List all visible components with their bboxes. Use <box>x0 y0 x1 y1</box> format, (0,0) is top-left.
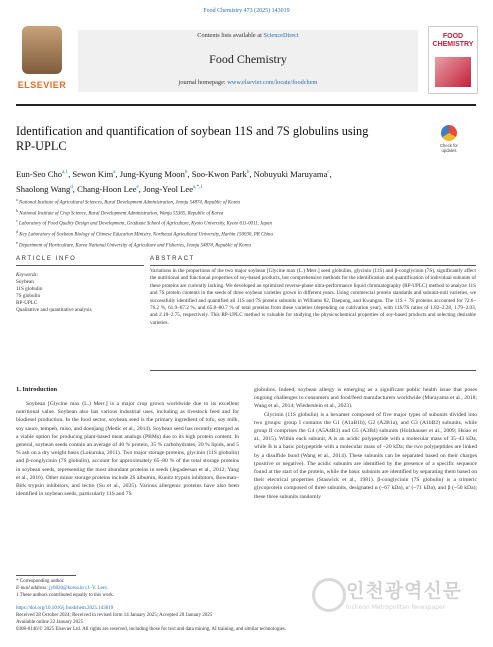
watermark-logo-icon <box>312 578 346 612</box>
keyword-item: RP-UPLC <box>16 300 38 306</box>
keywords-list <box>16 279 144 314</box>
watermark-sub-text: Incheon Metropolitan Newspaper <box>346 604 446 611</box>
watermark-main-text: 인천광역신문 <box>346 580 463 602</box>
header-divider <box>16 104 476 106</box>
author-name[interactable]: Jong-Yeol Lee <box>143 183 194 194</box>
author-name[interactable]: Shaolong Wang <box>16 183 71 194</box>
email-note <box>16 585 246 592</box>
intro-right-column <box>254 386 477 501</box>
author-name[interactable]: Soo-Kwon Park <box>191 168 247 179</box>
author-affiliation-marker[interactable]: a,1 <box>62 170 69 175</box>
copyright-line: 0308-8146/© 2025 Elsevier Ltd. All rights are reserved, including those for text and data mining, AI training, and similar technologies. <box>16 627 287 632</box>
author-name[interactable]: Sewon Kim <box>72 168 114 179</box>
affiliation-text: Department of Horticulture, Korea National University of Agriculture and Fisheries, Jeonju 54874, Republic of Korea <box>17 243 251 249</box>
cover-image <box>435 57 471 87</box>
footnotes <box>16 578 246 599</box>
author-name[interactable]: Chang-Hoon Lee <box>77 183 137 194</box>
affiliation-marker: a <box>16 197 18 202</box>
author-affiliation-marker[interactable]: d <box>70 184 73 190</box>
journal-citation[interactable]: Food Chemistry 473 (2025) 143019 <box>203 8 290 14</box>
author-affiliation-marker[interactable]: e <box>136 184 139 190</box>
online-date: Available online 22 January 2025 <box>16 620 84 625</box>
affiliation-item <box>16 217 476 228</box>
title-line-2: RP-UPLC <box>16 139 67 153</box>
doi-link[interactable]: https://doi.org/10.1016/j.foodchem.2025.143019 <box>16 606 114 611</box>
keywords-title: Keywords: <box>16 272 39 278</box>
intro-paragraph: globulins. Indeed, soybean allergy is emerging as a significant public health issue that poses ongoing challenges to consumers and food/feed manufacturers worldwide (Murayama et al., 2018; Wang et al., 2014; Wiederstein et al., 2023). <box>254 387 477 410</box>
article-title <box>16 124 396 154</box>
journal-title: Food Chemistry <box>209 52 287 66</box>
affiliation-text: National Institute of Crop Science, Rural Development Administration, Wanju 55365, Republic of Korea <box>18 211 224 217</box>
intro-paragraph: Glycinin (11S globulin) is a hexamer composed of five major types of subunits divided into two groups: group I contains the G1 (A1aB1b), G2 (A2B1a), and G3 (A1bB2) subunits, while group II comprises the G4 (A5A4B3) and G5 (A3B4) subunits (Holzhauser et al., 2009; Hsiao et al., 2015). Within each subunit, A is an acidic polypeptide with a molecular mass of 35–43 kDa, while B is a basic polypeptide with a molecular mass of ~20 kDa; the two polypeptides are linked by a disulfide bond (Wang et al., 2014). These subunits can be separated based on their charges (positive or negative). The acidic subunits are identified by the presence of a specific sequence found at the start of the protein, while the basic subunits are identified by separating them based on their electrical properties (Staswick et al., 1981). β-conglycinin (7S globulin) is a trimeric glycoprotein composed of three subunits, designated α (~67 kDa), α′ (~71 kDa), and β (~50 kDa); these three subunits randomly <box>254 411 477 500</box>
authors-line-1: Eun-Seo Cho$^{a,1}$, Sewon Kim$^a$, Jung-Kyung Moon$^b$, Soo-Kwon Park$^b$, Nobuyuki Maruyama$^c$, <box>16 168 332 179</box>
author-list <box>16 166 476 196</box>
author-name[interactable]: Nobuyuki Maruyama <box>253 168 328 179</box>
homepage-prefix: journal homepage: <box>178 79 228 86</box>
title-line-1: Identification and quantification of soybean 11S and 7S globulins using <box>16 124 369 138</box>
newspaper-watermark <box>312 572 482 628</box>
journal-info-box <box>78 30 418 92</box>
authors-line-2: Shaolong Wang$^d$, Chang-Hoon Lee$^e$, Jong-Yeol Lee$^{a,*,1}$ <box>16 183 203 194</box>
author-affiliation-marker[interactable]: c <box>327 170 330 175</box>
intro-left-column <box>16 400 239 498</box>
article-info-rule <box>16 265 144 266</box>
corresponding-note: * Corresponding author. <box>16 579 65 584</box>
intro-heading: 1. Introduction <box>16 386 58 393</box>
contents-prefix: Contents lists available at <box>197 32 264 39</box>
keyword-item: 11S globulin <box>16 286 43 292</box>
affiliation-list <box>16 196 476 249</box>
affiliation-text: Key Laboratory of Soybean Biology of Chinese Education Ministry, Northeast Agricultural University, Harbin 150030, PR China <box>18 232 273 238</box>
email-label: E-mail address: <box>16 586 50 591</box>
elsevier-tree-icon <box>22 26 62 74</box>
homepage-link[interactable]: www.elsevier.com/locate/foodchem <box>227 79 318 86</box>
cover-title: FOOD CHEMISTRY <box>432 33 474 48</box>
keyword-item: Soybean <box>16 279 34 285</box>
intro-paragraph: Soybean [Glycine max (L.) Merr.] is a major crop grown worldwide due to its excellent nutritional value. Soybean also has various industrial uses, including as livestock feed and for biodiesel production. In the food sector, soybean seed is the primary ingredient of tofu, soy milk, soy sauce, tempeh, miso, and doenjang (Medic et al., 2014). Soybean seed has recently emerged as a viable option for producing plant-based meat analogs (PBMs) due to its high protein content. In general, soybean seeds contain an average of 40 % protein, 35 % carbohydrates, 20 % lipids, and 5 % ash on a dry weight basis (Lokuruka, 2011). Two major storage proteins, glycinin (11S globulin) and β-conglycinin (7S globulin), account for approximately 65–80 % of the total storage proteins in soybean seeds, representing the most abundant proteins in seeds (Jegadeesan et al., 2012; Yang et al., 2016). Other minor storage proteins include 2S albumin, Kunitz trypsin inhibitors, Bowman–Birk trypsin inhibitors, and lectin (Su et al., 2025). Various allergenic proteins have also been identified in soybean seeds, particularly 11S and 7S <box>16 401 239 498</box>
publisher-name: ELSEVIER <box>17 80 67 90</box>
author-name[interactable]: Eun-Seo Cho <box>16 168 63 179</box>
author-affiliation-marker[interactable]: a,*,1 <box>193 184 203 190</box>
affiliation-marker: b <box>16 207 19 213</box>
abstract-heading: ABSTRACT <box>150 256 195 262</box>
journal-header <box>16 24 476 96</box>
journal-cover[interactable] <box>428 26 478 94</box>
keyword-item: 7S globulin <box>16 293 41 299</box>
affiliation-marker: e <box>16 239 18 245</box>
homepage-line <box>78 79 418 86</box>
author-name[interactable]: Jung-Kyung Moon <box>119 168 185 179</box>
affiliation-item <box>16 239 476 250</box>
article-info-heading: ARTICLE INFO <box>16 256 77 262</box>
abstract-text: Variations in the proportions of the two major soybean [Glycine max (L.) Merr.] seed globulins, glycinin (11S) and β-conglycinin (7S), significantly affect the nutritional and functional properties of soy-based products, but comprehensive methods for the identification and quantification of individual subunits of these proteins are currently lacking. We developed an optimized reverse-phase ultra-performance liquid chromatography (RP-UPLC) method to analyze 11S and 7S protein contents in the seeds of three soybean varieties grown in different years. Using commercial protein standards and subunit-null varieties, we successfully identified and quantified all 11S and 7S protein subunits in Williams 82, Daepung, and Kwangan. The 11S + 7S proteins accounted for 72.6–76.2 %, 61.9–67.2 %, and 65.8–80.7 % of total proteins from these varieties (depending on cultivation year), with 11S/7S ratios of 1.82–2.28, 1.79–2.03, and 2.18–2.75, respectively. This RP-UPLC method is valuable for studying the physicochemical properties of soy-based products and selecting desirable varieties. <box>150 268 476 326</box>
author-affiliation-marker[interactable]: b <box>184 170 188 175</box>
abstract-end-rule <box>150 370 476 371</box>
author-affiliation-marker[interactable]: a <box>113 170 116 175</box>
check-for-updates-badge[interactable] <box>437 125 461 155</box>
keyword-item: Qualitative and quantitative analysis <box>16 307 92 313</box>
sciencedirect-link[interactable]: ScienceDirect <box>263 32 299 39</box>
equal-contribution-note: 1 These authors contributed equally to this work. <box>16 593 114 598</box>
contents-line <box>78 32 418 39</box>
affiliation-text: Laboratory of Food Quality Design and Development, Graduate School of Agriculture, Kyoto University, Kyoto 611-0011, Japan <box>17 221 272 227</box>
affiliation-item <box>16 196 476 207</box>
affiliation-marker: c <box>16 218 18 224</box>
affiliation-marker: d <box>16 228 19 234</box>
footnote-rule <box>16 575 76 576</box>
check-updates-icon <box>441 125 457 141</box>
affiliation-item <box>16 228 476 239</box>
author-affiliation-marker[interactable]: b <box>246 170 250 175</box>
received-dates: Received 28 October 2024; Received in revised form 14 January 2025; Accepted 20 January 2025 <box>16 613 213 618</box>
elsevier-logo[interactable] <box>16 24 68 96</box>
abstract-rule <box>150 265 476 266</box>
email-link[interactable]: jy0820@korea.kr (J.-Y. Lee). <box>49 586 108 591</box>
affiliation-item <box>16 207 476 218</box>
affiliation-text: National Institute of Agricultural Sciences, Rural Development Administration, Jeonju 54874, Republic of Korea <box>17 200 240 206</box>
check-updates-label: Check for updates <box>440 143 458 153</box>
keywords-block <box>16 272 144 314</box>
